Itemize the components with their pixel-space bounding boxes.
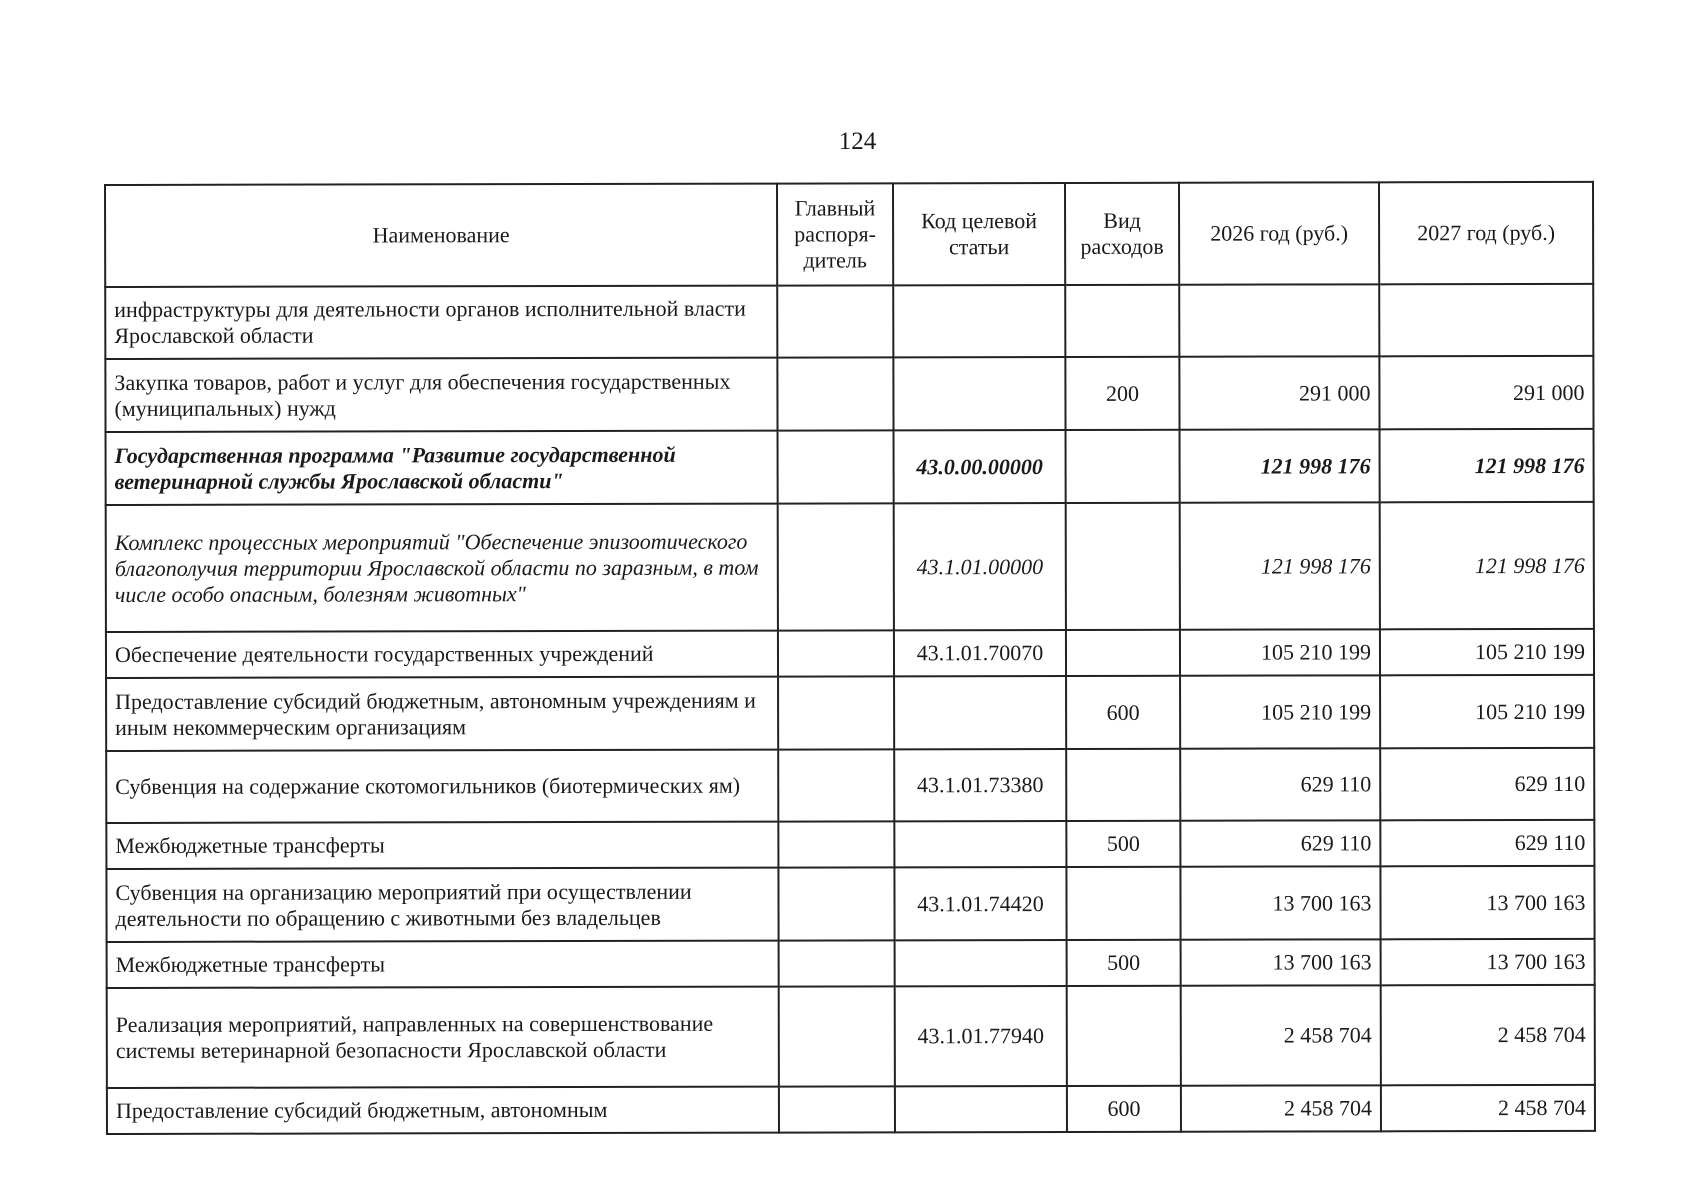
row-name: Предоставление субсидий бюджетным, автономным учреждениям и иным некоммерческим организациям: [106, 677, 778, 751]
row-name: Реализация мероприятий, направленных на совершенствование системы ветеринарной безопасности Ярославской области: [107, 987, 779, 1088]
row-glavny: [778, 503, 894, 630]
row-2026: 2 458 704: [1181, 1085, 1381, 1131]
row-2026: 629 110: [1180, 748, 1380, 820]
row-glavny: [779, 1086, 895, 1132]
table-row: [106, 629, 1594, 678]
row-2026: 121 998 176: [1180, 502, 1380, 629]
row-code: [893, 357, 1065, 430]
row-vid: 500: [1067, 940, 1181, 986]
header-vid: Вид расходов: [1065, 183, 1179, 285]
row-name: Государственная программа "Развитие государственной ветеринарной службы Ярославской области": [106, 431, 778, 505]
row-2027: 13 700 163: [1381, 939, 1595, 985]
row-2027: [1379, 284, 1593, 356]
row-glavny: [777, 285, 893, 357]
row-2027: 105 210 199: [1380, 675, 1594, 748]
row-2026: 2 458 704: [1181, 985, 1381, 1085]
row-2027: 291 000: [1379, 356, 1593, 429]
row-name: Субвенция на организацию мероприятий при осуществлении деятельности по обращению с животными без владельцев: [106, 868, 778, 942]
row-2027: 2 458 704: [1381, 1085, 1595, 1131]
row-2026: 13 700 163: [1181, 939, 1381, 985]
row-code: [894, 676, 1066, 749]
row-2026: 105 210 199: [1180, 675, 1380, 748]
table-row: [106, 502, 1594, 632]
row-code: [894, 821, 1066, 867]
table-row: [106, 866, 1594, 942]
row-2026: 291 000: [1179, 356, 1379, 429]
table-row: [106, 748, 1594, 823]
table-row: [106, 429, 1594, 505]
row-vid: [1066, 503, 1180, 630]
row-vid: [1067, 986, 1181, 1086]
row-glavny: [777, 357, 893, 430]
row-glavny: [779, 940, 895, 986]
page-number: 124: [838, 128, 877, 155]
row-name: Обеспечение деятельности государственных учреждений: [106, 631, 778, 678]
row-name: Межбюджетные трансферты: [106, 822, 778, 869]
row-2027: 105 210 199: [1380, 629, 1594, 675]
row-glavny: [778, 676, 894, 749]
row-code: 43.0.00.00000: [894, 430, 1066, 503]
row-2027: 121 998 176: [1380, 502, 1594, 629]
row-2027: 629 110: [1380, 820, 1594, 866]
row-glavny: [778, 821, 894, 867]
row-vid: 200: [1065, 357, 1179, 430]
header-name: Наименование: [105, 184, 777, 287]
table-header-row: [105, 182, 1593, 287]
row-glavny: [778, 430, 894, 503]
row-code: [893, 285, 1065, 357]
row-2027: 2 458 704: [1381, 985, 1595, 1085]
budget-table: [104, 181, 1596, 1135]
row-name: Межбюджетные трансферты: [107, 941, 779, 988]
row-2026: 13 700 163: [1180, 866, 1380, 939]
table-row: [107, 1085, 1595, 1134]
row-2027: 13 700 163: [1380, 866, 1594, 939]
row-name: Закупка товаров, работ и услуг для обеспечения государственных (муниципальных) нужд: [105, 358, 777, 432]
row-code: [895, 940, 1067, 986]
row-glavny: [779, 986, 895, 1086]
header-2026: 2026 год (руб.): [1179, 182, 1379, 284]
row-vid: [1066, 867, 1180, 940]
row-code: 43.1.01.74420: [894, 867, 1066, 940]
row-2027: 121 998 176: [1380, 429, 1594, 502]
row-vid: 600: [1066, 676, 1180, 749]
table-row: [106, 820, 1594, 869]
row-glavny: [778, 867, 894, 940]
row-glavny: [778, 630, 894, 676]
row-name: Предоставление субсидий бюджетным, автономным: [107, 1087, 779, 1134]
row-vid: [1065, 285, 1179, 357]
row-name: инфраструктуры для деятельности органов исполнительной власти Ярославской области: [105, 286, 777, 359]
table-row: [107, 985, 1595, 1088]
row-2027: 629 110: [1380, 748, 1594, 820]
table-row: [107, 939, 1595, 988]
row-code: 43.1.01.77940: [895, 986, 1067, 1086]
row-name: Комплекс процессных мероприятий "Обеспечение эпизоотического благополучия территории Ярославской области по заразным, в том числе особо опасным, болезням животных": [106, 504, 778, 632]
row-code: 43.1.01.00000: [894, 503, 1066, 630]
row-2026: 121 998 176: [1180, 429, 1380, 502]
row-name: Субвенция на содержание скотомогильников (биотермических ям): [106, 750, 778, 823]
row-vid: 500: [1066, 821, 1180, 867]
table-row: [105, 284, 1593, 359]
header-2027: 2027 год (руб.): [1379, 182, 1593, 284]
row-2026: 105 210 199: [1180, 629, 1380, 675]
header-glavny: Главный распоря-дитель: [777, 183, 893, 285]
header-kod: Код целевой статьи: [893, 183, 1065, 285]
row-vid: [1066, 749, 1180, 821]
row-code: 43.1.01.73380: [894, 749, 1066, 821]
row-2026: 629 110: [1180, 820, 1380, 866]
row-vid: 600: [1067, 1086, 1181, 1132]
row-glavny: [778, 749, 894, 821]
row-2026: [1179, 284, 1379, 356]
row-vid: [1066, 430, 1180, 503]
row-vid: [1066, 630, 1180, 676]
row-code: 43.1.01.70070: [894, 630, 1066, 676]
row-code: [895, 1086, 1067, 1132]
table-row: [106, 675, 1594, 751]
table-row: [105, 356, 1593, 432]
